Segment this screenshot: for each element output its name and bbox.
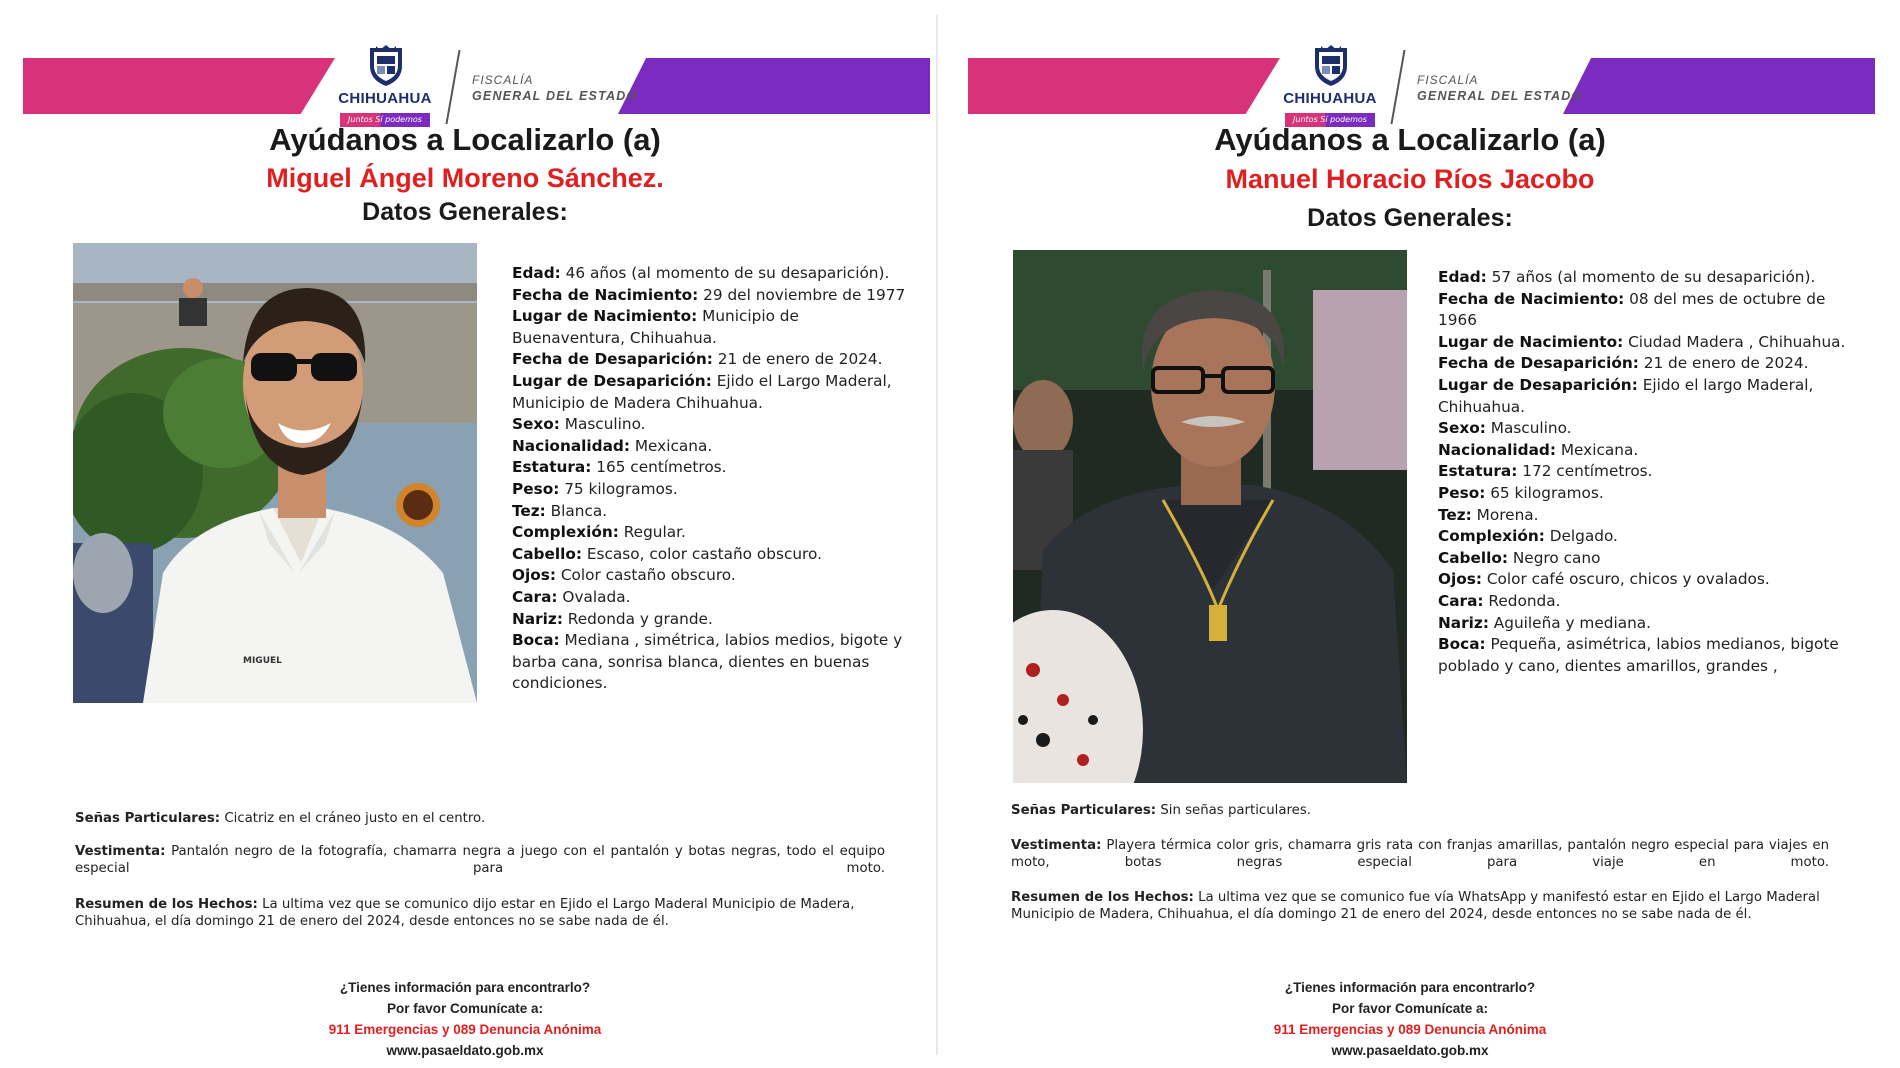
detail-peso: Peso: 65 kilogramos. [1438,483,1604,502]
person-details [1438,267,1848,677]
logo-text: CHIHUAHUA [338,90,432,107]
contact-question: ¿Tienes información para encontrarlo? [339,980,591,995]
detail-cabello: Cabello: Escaso, color castaño obscuro. [512,544,822,563]
detail-estatura: Estatura: 165 centímetros. [512,458,727,477]
detail-complexion: Complexión: Delgado. [1438,527,1618,546]
detail-nariz: Nariz: Redonda y grande. [512,609,713,628]
person-name: Miguel Ángel Moreno Sánchez. [266,163,664,193]
missing-person-poster-right [945,0,1875,1068]
detail-fecha-nacimiento: Fecha de Nacimiento: 08 del mes de octubre de 1966 [1438,289,1826,330]
contact-website[interactable]: www.pasaeldato.gob.mx [1331,1043,1489,1058]
detail-fecha-desaparicion: Fecha de Desaparición: 21 de enero de 2024. [512,350,883,369]
detail-nacionalidad: Nacionalidad: Mexicana. [512,436,713,455]
person-details [512,263,912,695]
header-band-magenta [23,58,335,114]
detail-edad: Edad: 46 años (al momento de su desaparición). [512,264,890,282]
header-band-magenta [968,58,1280,114]
resumen-hechos: Resumen de los Hechos: La ultima vez que se comunico fue vía WhatsApp y manifestó estar en Ejido el Largo Maderal Municipio de Madera, Chihuahua, el día domingo 21 de enero del 2024, desde entonces no se sabe nada de él. [1011,890,1820,922]
detail-nariz: Nariz: Aguileña y mediana. [1438,613,1652,632]
detail-nacionalidad: Nacionalidad: Mexicana. [1438,440,1639,459]
coat-of-arms-icon [1309,44,1353,88]
logo-separator [445,50,460,124]
header-band-purple [1563,58,1875,114]
contact-block [0,977,930,1061]
contact-please: Por favor Comunícate a: [1331,1001,1489,1016]
detail-ojos: Ojos: Color castaño obscuro. [512,566,736,585]
detail-edad: Edad: 57 años (al momento de su desaparición). [1438,268,1816,286]
vestimenta: Vestimenta: Pantalón negro de la fotografía, chamarra negra a juego con el pantalón y botas negras, todo el equipo especial para moto. [75,844,885,876]
contact-numbers: 911 Emergencias y 089 Denuncia Anónima [1273,1022,1547,1037]
slogan-badge: Juntos Sí podemos [1285,113,1375,127]
detail-tez: Tez: Morena. [1438,505,1539,524]
slogan-badge: Juntos Sí podemos [340,113,430,127]
person-name: Manuel Horacio Ríos Jacobo [1225,164,1595,194]
detail-estatura: Estatura: 172 centímetros. [1438,462,1653,481]
header-band-purple [618,58,930,114]
detail-boca: Boca: Pequeña, asimétrica, labios medianos, bigote poblado y cano, dientes amarillos, grandes , [1438,635,1839,675]
contact-block [945,977,1875,1061]
senas-particulares: Señas Particulares: Cicatriz en el cráneo justo en el centro. [75,811,486,826]
detail-complexion: Complexión: Regular. [512,523,686,542]
section-subtitle: Datos Generales: [362,198,568,226]
agency-name: FISCALÍA GENERAL DEL ESTADO [1417,73,1583,103]
shirt-embroidery: MIGUEL [243,656,282,666]
contact-numbers: 911 Emergencias y 089 Denuncia Anónima [328,1022,602,1037]
poster-divider [936,15,938,1055]
agency-name: FISCALÍA GENERAL DEL ESTADO [472,73,638,103]
person-photo [73,243,477,703]
detail-lugar-desaparicion: Lugar de Desaparición: Ejido el Largo Maderal, Municipio de Madera Chihuahua. [512,371,892,412]
detail-lugar-nacimiento: Lugar de Nacimiento: Ciudad Madera , Chihuahua. [1438,332,1846,351]
senas-particulares: Señas Particulares: Sin señas particulares. [1011,803,1312,818]
logo-separator [1390,50,1405,124]
contact-please: Por favor Comunícate a: [386,1001,544,1016]
detail-cara: Cara: Ovalada. [512,587,631,606]
detail-cara: Cara: Redonda. [1438,591,1561,610]
detail-cabello: Cabello: Negro cano [1438,548,1601,567]
resumen-hechos: Resumen de los Hechos: La ultima vez que se comunico dijo estar en Ejido el Largo Maderal Municipio de Madera, Chihuahua, el día domingo 21 de enero del 2024, desde entonces no se sabe nada de él. [75,897,855,929]
missing-person-poster-left [0,0,930,1068]
person-photo [1013,250,1407,783]
logo-text: CHIHUAHUA [1283,90,1377,107]
chihuahua-logo [330,44,440,130]
poster-title: Ayúdanos a Localizarlo (a) [1214,122,1606,157]
poster-title: Ayúdanos a Localizarlo (a) [269,122,661,157]
detail-fecha-desaparicion: Fecha de Desaparición: 21 de enero de 2024. [1438,354,1809,373]
detail-sexo: Sexo: Masculino. [512,415,646,434]
detail-lugar-desaparicion: Lugar de Desaparición: Ejido el largo Maderal, Chihuahua. [1438,375,1814,416]
detail-fecha-nacimiento: Fecha de Nacimiento: 29 del noviembre de 1977 [512,285,906,304]
detail-lugar-nacimiento: Lugar de Nacimiento: Municipio de Buenaventura, Chihuahua. [512,307,799,347]
contact-question: ¿Tienes información para encontrarlo? [1284,980,1536,995]
vestimenta: Vestimenta: Playera térmica color gris, chamarra gris rata con franjas amarillas, pantalón negro especial para viajes en moto, botas negras especial para viaje en moto. [1011,838,1829,870]
chihuahua-logo [1275,44,1385,130]
contact-website[interactable]: www.pasaeldato.gob.mx [386,1043,544,1058]
detail-sexo: Sexo: Masculino. [1438,419,1572,438]
coat-of-arms-icon [364,44,408,88]
detail-peso: Peso: 75 kilogramos. [512,479,678,498]
detail-tez: Tez: Blanca. [512,501,608,520]
detail-ojos: Ojos: Color café oscuro, chicos y ovalados. [1438,570,1770,589]
detail-boca: Boca: Mediana , simétrica, labios medios, bigote y barba cana, sonrisa blanca, dientes en buenas condiciones. [512,631,903,693]
section-subtitle: Datos Generales: [1307,204,1513,232]
